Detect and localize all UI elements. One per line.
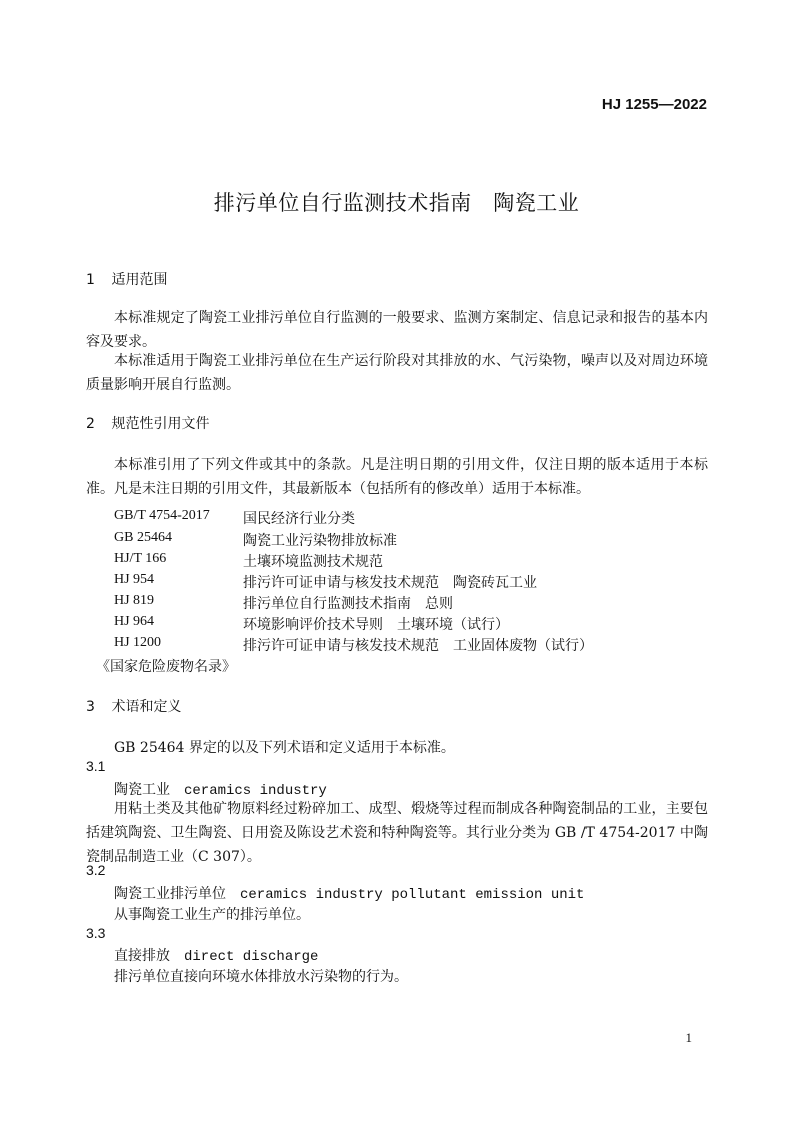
reference-code: HJ 819: [114, 593, 155, 608]
term-chinese: 直接排放: [114, 948, 170, 964]
standard-code: HJ 1255—2022: [601, 96, 707, 113]
term-english: ceramics industry pollutant emission unit: [240, 887, 585, 903]
term-definition: 排污单位直接向环境水体排放水污染物的行为。: [114, 969, 408, 985]
term-entry: [114, 883, 584, 903]
section-number: 2: [86, 416, 95, 432]
document-title: 排污单位自行监测技术指南 陶瓷工业: [213, 191, 580, 215]
reference-title: 排污单位自行监测技术指南 总则: [243, 596, 453, 612]
clause-number: 3.3: [86, 925, 106, 941]
section-number: 1: [86, 272, 95, 288]
reference-title: 陶瓷工业污染物排放标准: [243, 533, 397, 549]
reference-code: HJ 964: [114, 614, 155, 629]
section-heading-2: [86, 413, 209, 433]
section-number: 3: [86, 699, 95, 715]
page-number: 1: [685, 1030, 692, 1045]
reference-extra: 《国家危险废物名录》: [96, 659, 236, 675]
section-heading-3: [86, 696, 181, 716]
section-title: 规范性引用文件: [111, 416, 210, 432]
reference-title: 国民经济行业分类: [243, 511, 355, 527]
term-definition: 从事陶瓷工业生产的排污单位。: [114, 907, 310, 923]
paragraph-scope-1: 本标准规定了陶瓷工业排污单位自行监测的一般要求、监测方案制定、信息记录和报告的基本内容及要求。: [86, 310, 708, 350]
reference-title: 排污许可证申请与核发技术规范 陶瓷砖瓦工业: [243, 575, 537, 591]
paragraph-scope-2: 本标准适用于陶瓷工业排污单位在生产运行阶段对其排放的水、气污染物，噪声以及对周边环境质量影响开展自行监测。: [86, 353, 708, 393]
clause-number: 3.1: [86, 758, 106, 774]
term-chinese: 陶瓷工业排污单位: [114, 886, 226, 902]
section-heading-1: [86, 269, 167, 289]
reference-title: 土壤环境监测技术规范: [243, 554, 383, 570]
term-entry: [114, 779, 327, 799]
reference-code: GB/T 4754-2017: [114, 508, 210, 523]
paragraph-references: 本标准引用了下列文件或其中的条款。凡是注明日期的引用文件，仅注日期的版本适用于本标准。凡是未注日期的引用文件，其最新版本（包括所有的修改单）适用于本标准。: [86, 457, 708, 497]
section-title: 术语和定义: [111, 699, 182, 715]
term-definition: 用粘土类及其他矿物原料经过粉碎加工、成型、煅烧等过程而制成各种陶瓷制品的工业，主要包括建筑陶瓷、卫生陶瓷、日用瓷及陈设艺术瓷和特种陶瓷等。其行业分类为 GB /T 4754-2017 中陶瓷制品制造工业（C 307）。: [86, 801, 708, 865]
term-entry: [114, 945, 318, 965]
reference-code: GB 25464: [114, 530, 172, 545]
clause-number: 3.2: [86, 862, 106, 878]
term-chinese: 陶瓷工业: [114, 782, 170, 798]
term-english: ceramics industry: [184, 783, 327, 799]
reference-title: 排污许可证申请与核发技术规范 工业固体废物（试行）: [243, 638, 593, 654]
terms-intro: GB 25464 界定的以及下列术语和定义适用于本标准。: [114, 740, 455, 756]
reference-title: 环境影响评价技术导则 土壤环境（试行）: [243, 617, 509, 633]
term-english: direct discharge: [184, 949, 319, 965]
reference-code: HJ 954: [114, 572, 155, 587]
reference-code: HJ 1200: [114, 635, 162, 650]
reference-code: HJ/T 166: [114, 551, 167, 566]
section-title: 适用范围: [111, 272, 168, 288]
